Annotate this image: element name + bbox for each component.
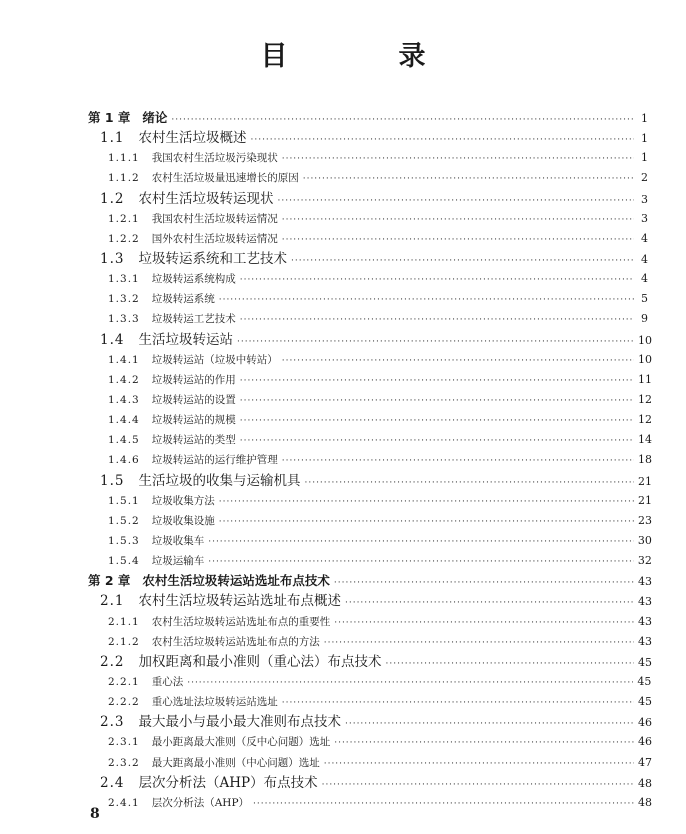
toc-entry-title: 农村生活垃圾量迅速增长的原因 [151,172,299,185]
dot-leader [240,270,634,290]
toc-entry-label [88,269,236,289]
toc-entry-title: 农村生活垃圾概述 [138,130,247,147]
toc-entry-title: 生活垃圾的收集与运输机具 [138,472,301,489]
toc-entry-title: 垃圾转运站的类型 [151,434,236,447]
toc-entry-number: 1.3.1 [108,273,140,286]
dot-leader [303,169,634,189]
toc-entry-number: 1.4.2 [108,373,140,386]
toc-entry-page: 5 [641,292,648,306]
toc-entry-page: 1 [641,151,648,165]
toc-entry-label [88,168,299,188]
toc-entry-title: 垃圾转运系统 [151,293,215,306]
toc-entry-sub [88,289,648,309]
toc-entry-title: 加权距离和最小准则（重心法）布点技术 [138,653,382,670]
toc-entry-label [88,148,278,168]
toc-entry-page: 47 [638,755,652,769]
toc-entry-number: 1.4.1 [108,353,140,366]
dot-leader [208,552,634,572]
toc-entry-title: 垃圾转运站的规模 [151,414,236,427]
toc-entry-chapter [88,108,648,128]
toc-entry-number: 1.5 [100,472,125,489]
toc-entry-title: 重心法 [151,675,184,688]
toc-entry-label [88,551,204,571]
toc-entry-title: 垃圾转运站的作用 [151,373,236,386]
toc-entry-sub [88,350,652,370]
toc-entry-label [88,732,330,752]
dot-leader [240,411,634,431]
toc-entry-label [88,189,273,209]
dot-leader [219,492,634,512]
toc-entry-number: 2.3 [100,714,125,731]
toc-entry-label [88,430,236,450]
toc-entry-number: 1.4.3 [108,393,140,406]
toc-entry-number: 1.2.1 [108,212,140,225]
toc-entry-section [88,773,652,793]
toc-entry-label [88,793,249,813]
toc-entry-label [88,511,215,531]
toc-entry-number: 第 2 章 [88,573,131,589]
toc-entry-sub [88,410,652,430]
toc-entry-number: 1.2 [100,190,125,207]
toc-entry-number: 1.2.2 [108,232,140,245]
toc-entry-label [88,350,278,370]
toc-entry-page: 43 [638,634,652,648]
toc-entry-sub [88,269,648,289]
toc-entry-sub [88,612,652,632]
dot-leader [237,332,634,352]
toc-entry-label [88,330,233,350]
dot-leader [208,532,634,552]
toc-entry-label [88,672,183,692]
toc-entry-label [88,229,278,249]
toc-entry-title: 生活垃圾转运站 [138,331,233,348]
toc-entry-page: 45 [638,695,652,709]
toc-entry-number: 1.1 [100,130,125,147]
toc-entry-number: 2.3.1 [108,736,140,749]
toc-entry-page: 48 [638,776,652,790]
toc-entry-sub [88,753,652,773]
dot-leader [324,754,634,774]
toc-entry-label [88,309,236,329]
toc-entry-section [88,712,652,732]
toc-entry-title: 国外农村生活垃圾转运情况 [151,232,278,245]
toc-entry-page: 10 [638,333,652,347]
toc-entry-sub [88,793,652,813]
toc-entry-title: 绪论 [142,110,168,125]
toc-entry-page: 43 [638,614,652,628]
toc-entry-page: 4 [641,231,648,245]
toc-entry-title: 层次分析法（AHP） [151,796,250,809]
toc-entry-label [88,450,278,470]
toc-entry-section [88,591,652,611]
dot-leader [282,210,634,230]
toc-entry-label [88,289,215,309]
toc-entry-title: 重心选址法垃圾转运站选址 [151,696,278,709]
toc-entry-chapter [88,571,652,591]
toc-entry-label [88,209,278,229]
toc-entry-number: 2.4 [100,774,125,791]
toc-entry-sub [88,511,652,531]
toc-entry-label [88,652,381,672]
dot-leader [345,714,634,734]
toc-entry-label [88,632,320,652]
toc-entry-page: 12 [638,413,652,427]
toc-entry-number: 2.1.2 [108,635,140,648]
toc-entry-page: 14 [638,433,652,447]
toc-entry-number: 1.1.1 [108,152,140,165]
toc-entry-sub [88,450,652,470]
toc-entry-section [88,652,652,672]
toc-entry-title: 垃圾转运系统和工艺技术 [138,250,287,267]
dot-leader [304,473,634,493]
toc-entry-number: 1.3.3 [108,313,140,326]
toc-entry-sub [88,390,652,410]
dot-leader [282,230,634,250]
toc-entry-label [88,773,318,793]
toc-entry-page: 46 [638,735,652,749]
toc-entry-label [88,370,236,390]
toc-entry-page: 46 [638,716,652,730]
toc-entry-number: 2.1 [100,593,125,610]
dot-leader [187,673,633,693]
toc-entry-page: 1 [641,112,648,125]
toc-entry-number: 1.3.2 [108,293,140,306]
toc-entry-sub [88,692,652,712]
toc-entry-number: 1.4.4 [108,414,140,427]
toc-entry-page: 45 [638,655,652,669]
toc-entry-page: 9 [641,312,648,326]
toc-entry-number: 2.2.1 [108,675,140,688]
toc-entry-page: 21 [638,474,652,488]
page-number: 8 [90,806,100,822]
toc-entry-page: 30 [637,533,652,547]
toc-entry-page: 4 [641,252,648,266]
dot-leader [240,391,634,411]
toc-entry-title: 我国农村生活垃圾转运情况 [151,212,278,225]
toc-entry-title: 垃圾转运站的运行维护管理 [151,454,278,467]
page-title: 目 录 [260,41,468,72]
toc-entry-label [88,591,341,611]
toc-entry-page: 10 [638,352,652,366]
toc-entry-title: 农村生活垃圾转运站选址布点技术 [142,573,330,589]
dot-leader [334,733,634,753]
toc-entry-title: 最小距离最大准则（反中心问题）选址 [151,736,331,749]
toc-entry-title: 最大距离最小准则（中心问题）选址 [151,756,320,769]
toc-entry-page: 48 [638,795,652,809]
toc-entry-section [88,189,648,209]
toc-entry-page: 45 [637,674,652,688]
toc-entry-title: 垃圾转运站的设置 [151,393,236,406]
toc-entry-label [88,390,236,410]
dot-leader [282,451,634,471]
dot-leader [250,130,634,150]
toc-entry-page: 18 [638,453,652,467]
toc-entry-title: 层次分析法（AHP）布点技术 [138,774,318,791]
toc-entry-label [88,108,167,128]
toc-entry-label [88,692,278,712]
toc-entry-sub [88,168,648,188]
dot-leader [282,149,634,169]
toc-entry-section [88,471,652,491]
toc-entry-number: 1.1.2 [108,172,140,185]
toc-entry-sub [88,209,648,229]
toc-entry-page: 4 [641,272,648,286]
toc-entry-section [88,330,652,350]
toc-entry-page: 11 [638,372,652,386]
toc-entry-label [88,712,341,732]
toc-entry-title: 垃圾收集车 [151,534,205,547]
toc-entry-number: 1.3 [100,250,125,267]
toc-entry-label [88,471,300,491]
toc-entry-label [88,612,330,632]
dot-leader [324,633,634,653]
toc-entry-label [88,753,320,773]
dot-leader [219,512,634,532]
toc-entry-title: 垃圾转运工艺技术 [151,313,236,326]
toc-entry-sub [88,309,648,329]
dot-leader [334,613,634,633]
toc-entry-number: 1.4.5 [108,434,140,447]
toc-entry-page: 12 [638,392,652,406]
toc-entry-sub [88,531,652,551]
dot-leader [345,593,634,613]
toc-entry-label [88,249,287,269]
dot-leader [253,794,634,814]
dot-leader [240,371,634,391]
toc-entry-sub [88,672,652,692]
toc-entry-title: 垃圾收集设施 [151,514,215,527]
dot-leader [277,191,634,211]
toc-entry-page: 43 [638,595,652,609]
dot-leader [219,290,634,310]
toc-entry-number: 1.4 [100,331,125,348]
dot-leader [282,351,634,371]
toc-entry-page: 23 [638,513,652,527]
toc-entry-number: 1.5.2 [108,514,140,527]
toc-entry-sub [88,632,652,652]
toc-entry-title: 垃圾转运站（垃圾中转站） [151,353,278,366]
toc-entry-page: 43 [638,575,652,589]
toc-entry-title: 垃圾收集方法 [151,494,215,507]
toc-entry-sub [88,148,648,168]
toc-entry-title: 最大最小与最小最大准则布点技术 [138,714,341,731]
toc-entry-number: 2.4.1 [108,796,140,809]
toc-entry-number: 2.3.2 [108,756,140,769]
toc-entry-title: 垃圾运输车 [151,555,205,568]
toc-entry-label [88,410,236,430]
dot-leader [171,110,634,130]
toc-entry-label [88,571,330,591]
toc-entry-sub [88,491,652,511]
dot-leader [291,251,634,271]
toc-entry-sub [88,430,652,450]
toc-entry-title: 农村生活垃圾转运现状 [138,190,274,207]
dot-leader [385,654,634,674]
toc-entry-section [88,249,648,269]
toc-entry-number: 1.4.6 [108,454,140,467]
toc-entry-page: 32 [637,554,652,568]
toc-entry-page: 2 [641,171,648,185]
toc-entry-sub [88,370,652,390]
dot-leader [334,573,634,593]
toc-entry-page: 3 [641,211,648,225]
toc-entry-number: 1.5.1 [108,494,140,507]
dot-leader [240,310,634,330]
toc-entry-section [88,128,648,148]
toc-entry-sub [88,551,652,571]
toc-entry-label [88,531,204,551]
toc-entry-title: 农村生活垃圾转运站选址布点的重要性 [151,615,331,628]
toc-entry-page: 1 [641,132,648,146]
toc-entry-label [88,128,246,148]
toc-entry-number: 2.2.2 [108,696,140,709]
toc-entry-sub [88,229,648,249]
toc-entry-sub [88,732,652,752]
toc-entry-number: 2.2 [100,653,125,670]
toc-entry-number: 1.5.4 [108,555,140,568]
toc-entry-page: 21 [638,493,652,507]
toc-entry-number: 第 1 章 [88,110,131,125]
table-of-contents [88,108,652,813]
toc-entry-title: 垃圾转运系统构成 [151,273,236,286]
toc-entry-title: 我国农村生活垃圾污染现状 [151,152,278,165]
toc-entry-title: 农村生活垃圾转运站选址布点的方法 [151,635,320,648]
toc-entry-number: 1.5.3 [108,534,140,547]
dot-leader [322,775,634,795]
dot-leader [282,693,634,713]
toc-entry-number: 2.1.1 [108,615,140,628]
dot-leader [240,431,634,451]
toc-entry-label [88,491,215,511]
toc-entry-title: 农村生活垃圾转运站选址布点概述 [138,593,341,610]
toc-entry-page: 3 [641,192,648,206]
